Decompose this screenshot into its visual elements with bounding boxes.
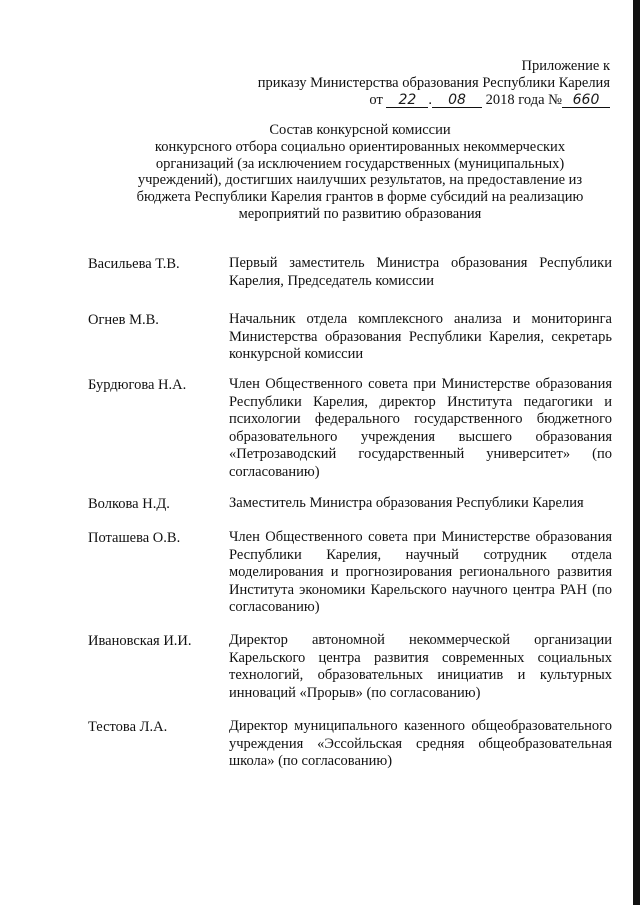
title-line: бюджета Республики Карелия грантов в форме субсидий на реализацию [136,189,584,206]
member-name: Васильева Т.В. [88,256,180,272]
member-role: Член Общественного совета при Министерстве образования Республики Карелия, научный сотрудник отдела моделирования и прогнозирования регионального развития Института экономики Карельского научного центра РАН (по согласованию) [229,529,612,615]
member-role: Заместитель Министра образования Республики Карелия [229,495,584,511]
member-name: Бурдюгова Н.А. [88,377,187,393]
title-line: Состав конкурсной комиссии [269,122,451,138]
title-line: мероприятий по развитию образования [238,205,482,222]
handwritten-order-number: 660 [562,93,610,108]
member-role: Директор автономной некоммерческой организации Карельского центра развития современных социальных технологий, образовательных инициатив и культурных инноваций «Прорыв» (по согласованию) [229,632,612,701]
member-role: Член Общественного совета при Министерстве образования Республики Карелия, директор Института педагогики и психологии федерального государственного бюджетного образовательного учреждения высшего образования «Петрозаводский государственный университет» (по согласованию) [229,376,612,480]
member-name: Волкова Н.Д. [88,496,170,512]
appendix-header [190,58,610,109]
title-line: учреждений), достигших наилучших результатов, на предоставление из [137,172,583,189]
document-title [130,122,590,223]
handwritten-month: 08 [432,93,482,108]
appendix-order-line: приказу Министерства образования Республики Карелия [257,75,610,91]
appendix-date-line: от 22 . 08 2018 года № 660 [190,92,610,109]
member-name: Огнев М.В. [88,312,159,328]
title-line: организаций (за исключением государственных (муниципальных) [155,155,565,172]
date-prefix: от [369,92,383,108]
member-name: Поташева О.В. [88,530,181,546]
handwritten-day: 22 [386,93,428,108]
scan-edge [633,0,640,905]
appendix-line: Приложение к [521,58,610,74]
member-role: Начальник отдела комплексного анализа и мониторинга Министерства образования Республики Карелия, секретарь конкурсной комиссии [229,311,612,362]
title-line: конкурсного отбора социально ориентированных некоммерческих [154,138,566,155]
member-name: Ивановская И.И. [88,633,192,649]
date-year-text: 2018 года № [485,92,562,108]
member-role: Первый заместитель Министра образования Республики Карелия, Председатель комиссии [229,255,612,289]
member-role: Директор муниципального казенного общеобразовательного учреждения «Эссойльская средняя общеобразовательная школа» (по согласованию) [229,718,612,769]
member-name: Тестова Л.А. [88,719,168,735]
